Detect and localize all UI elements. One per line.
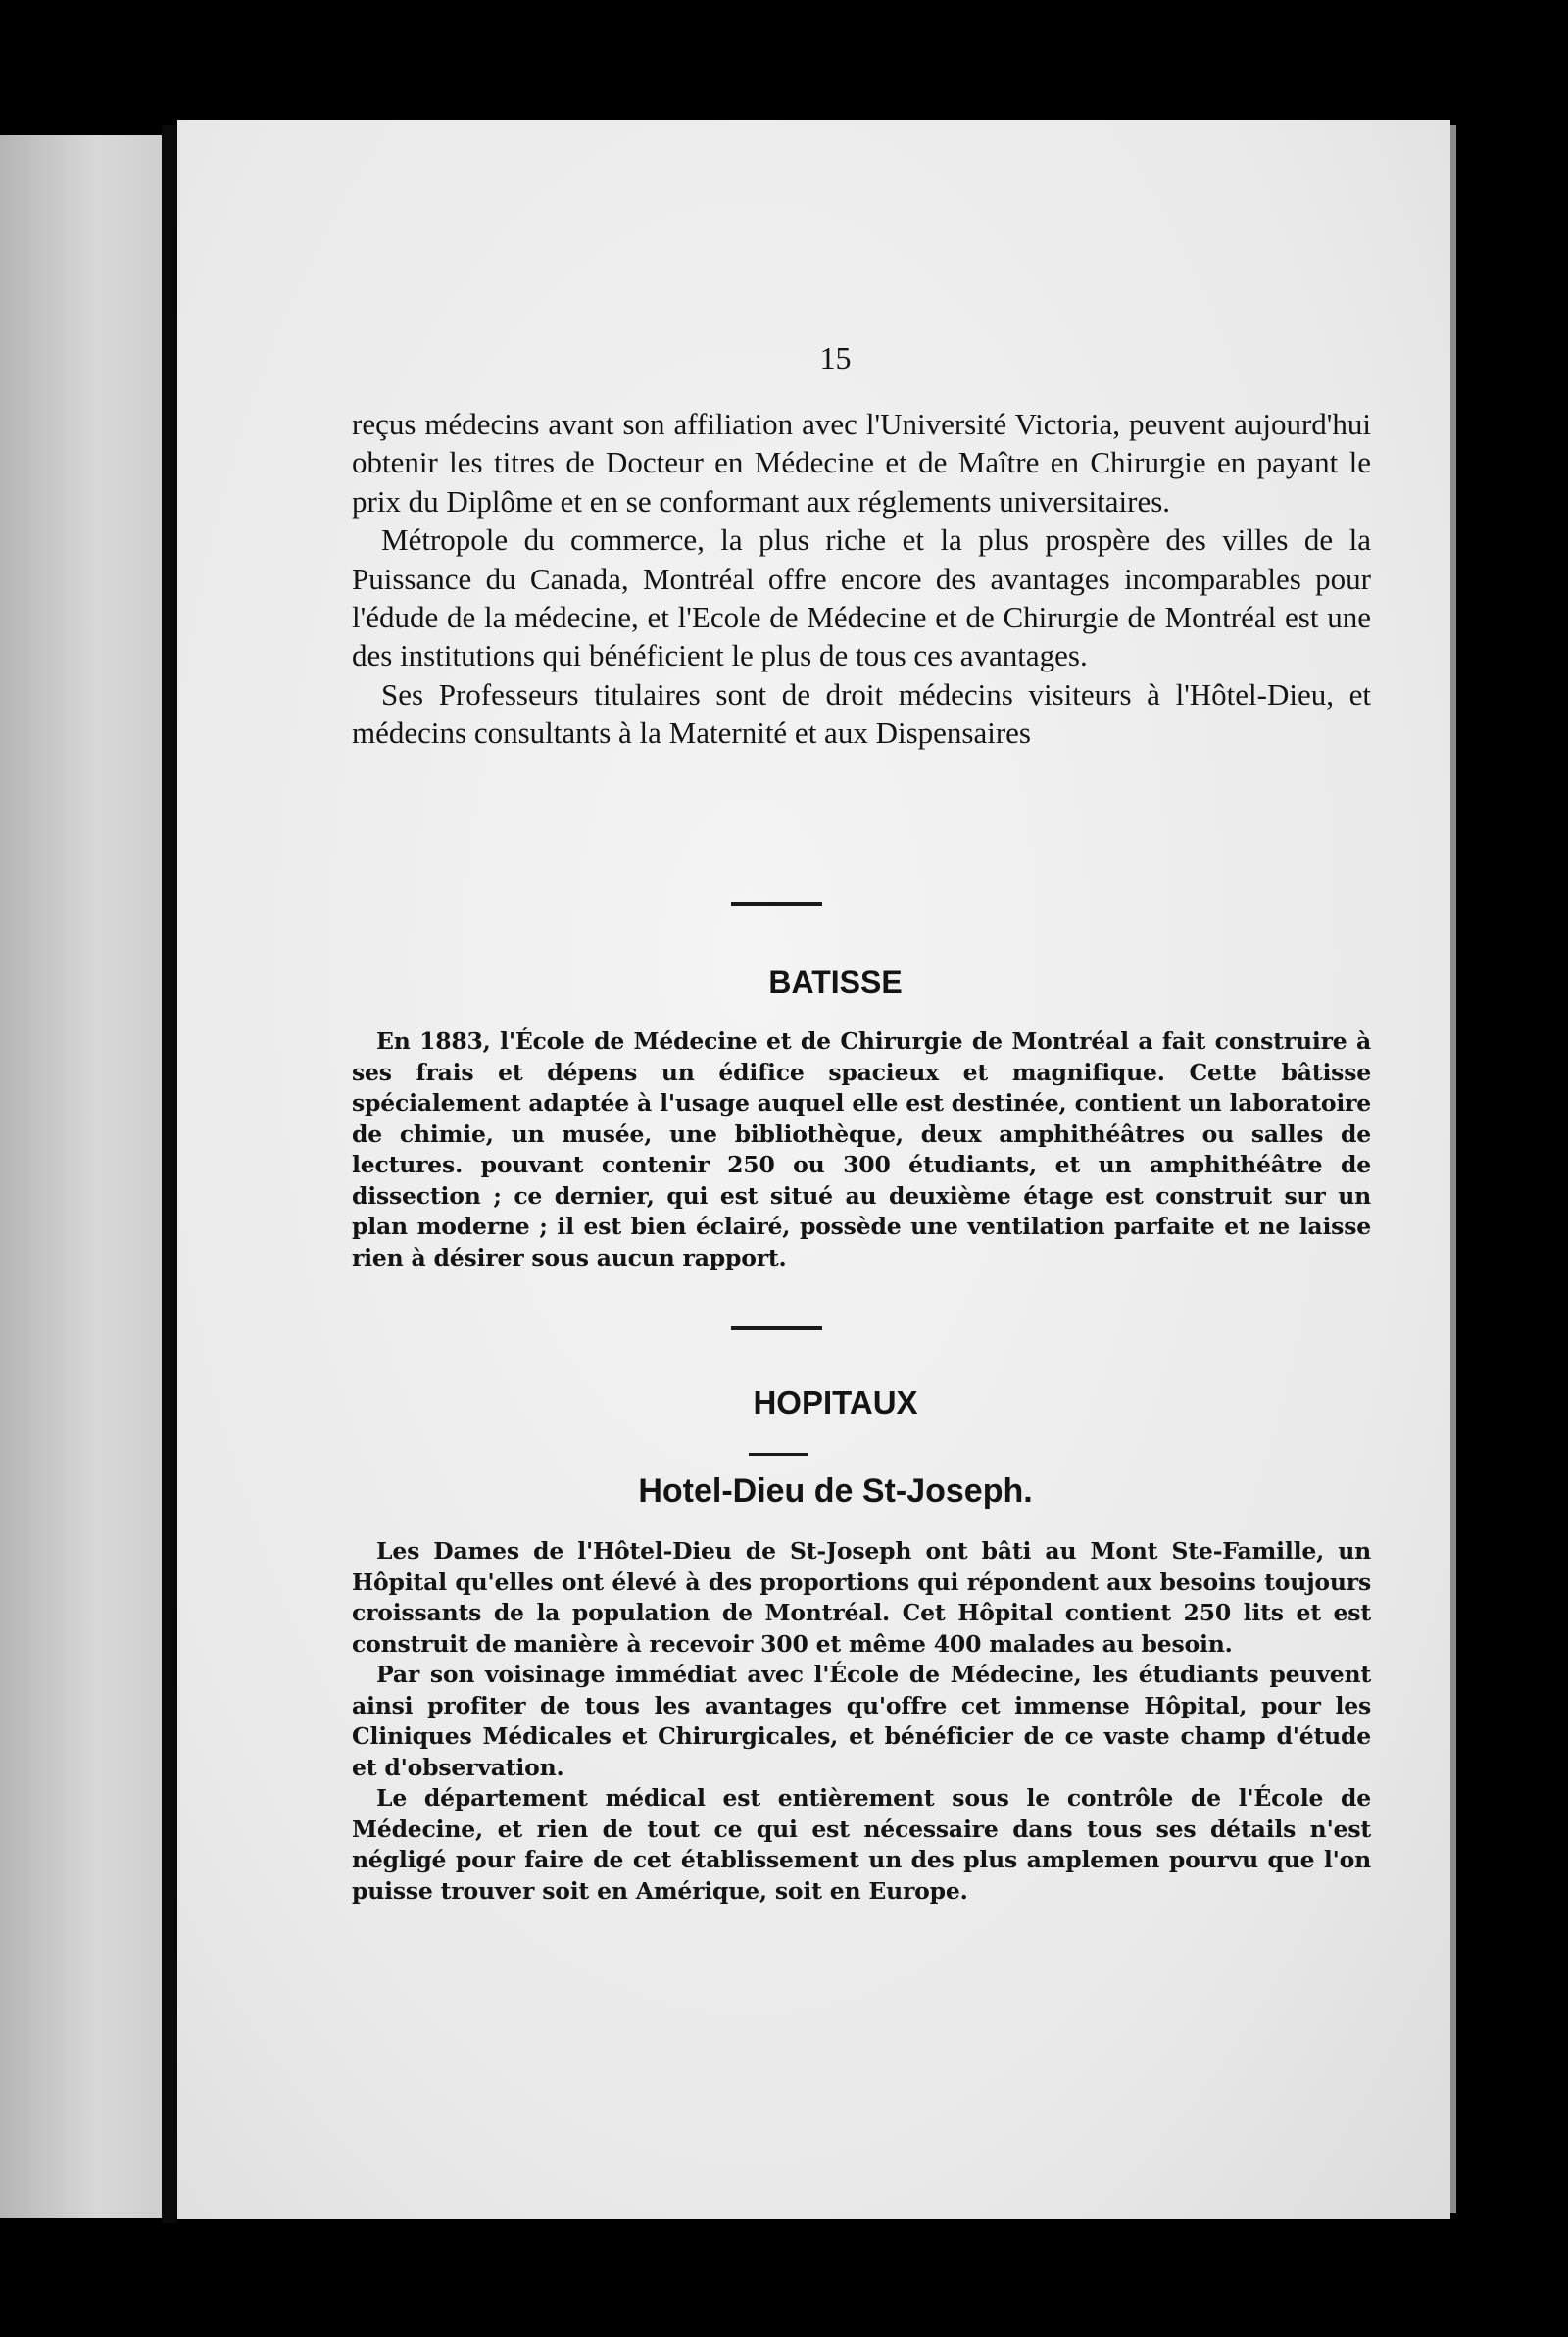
hotel-dieu-section [352, 1536, 1371, 1907]
intro-paragraph-1: reçus médecins avant son affiliation avec l'Université Victoria, peuvent aujourd'hui obtenir les titres de Docteur en Médecine et de Maître en Chirurgie en payant le prix du Diplôme et en se conformant aux réglements universitaires. [352, 407, 1371, 519]
intro-text [352, 405, 1371, 753]
batisse-section [352, 1026, 1371, 1273]
intro-paragraph-2: Métropole du commerce, la plus riche et la plus prospère des villes de la Puissance du Canada, Montréal offre encore des avantages incomparables pour l'édude de la médecine, et l'Ecole de Médecine et de Chirurgie de Montréal est une des institutions qui bénéficient le plus de tous ces avantages. [352, 522, 1371, 673]
batisse-paragraph: En 1883, l'École de Médecine et de Chirurgie de Montréal a fait construire à ses frais et dépens un édifice spacieux et magnifique. Cette bâtisse spécialement adaptée à l'usage auquel elle est destinée, contient un laboratoire de chimie, un musée, une bibliothèque, deux amphithéâtres ou salles de lectures. pouvant contenir 250 ou 300 étudiants, et un amphithéâtre de dissection ; ce dernier, qui est situé au deuxième étage est construit sur un plan moderne ; il est bien éclairé, possède une ventilation parfaite et ne laisse rien à désirer sous aucun rapport. [352, 1027, 1371, 1271]
intro-paragraph-3: Ses Professeurs titulaires sont de droit médecins visiteurs à l'Hôtel-Dieu, et médecins consultants à la Maternité et aux Dispensaires [352, 676, 1371, 751]
section-divider [731, 1326, 822, 1330]
hotel-dieu-subheading: Hotel-Dieu de St-Joseph. [638, 1472, 1033, 1510]
hotel-dieu-paragraph-3: Le département médical est entièrement sous le contrôle de l'École de Médecine, et rien de tout ce qui est nécessaire dans tous ses détails n'est négligé pour faire de cet établissement un des plus amplemen pourvu que l'on puisse trouver soit en Amérique, soit en Europe. [352, 1784, 1371, 1905]
batisse-heading: BATISSE [768, 965, 903, 1000]
page-number: 15 [819, 340, 852, 375]
hopitaux-heading: HOPITAUX [753, 1384, 918, 1420]
book-page [177, 120, 1450, 2219]
book-gutter [162, 125, 177, 2223]
heading-underline [749, 1453, 808, 1456]
hotel-dieu-paragraph-2: Par son voisinage immédiat avec l'École de Médecine, les étudiants peuvent ainsi profiter de tous les avantages qu'offre cet immense Hôpital, pour les Cliniques Médicales et Chirurgicales, et bénéficier de ce vaste champ d'étude et d'observation. [352, 1661, 1371, 1781]
hotel-dieu-paragraph-1: Les Dames de l'Hôtel-Dieu de St-Joseph ont bâti au Mont Ste-Famille, un Hôpital qu'elles ont élevé à des proportions qui répondent aux besoins toujours croissants de la population de Montréal. Cet Hôpital contient 250 lits et est construit de manière à recevoir 300 et même 400 malades au besoin. [352, 1537, 1371, 1658]
facing-page-edge [0, 135, 162, 2218]
page-edge-shadow [1450, 125, 1456, 2213]
section-divider [731, 902, 822, 906]
